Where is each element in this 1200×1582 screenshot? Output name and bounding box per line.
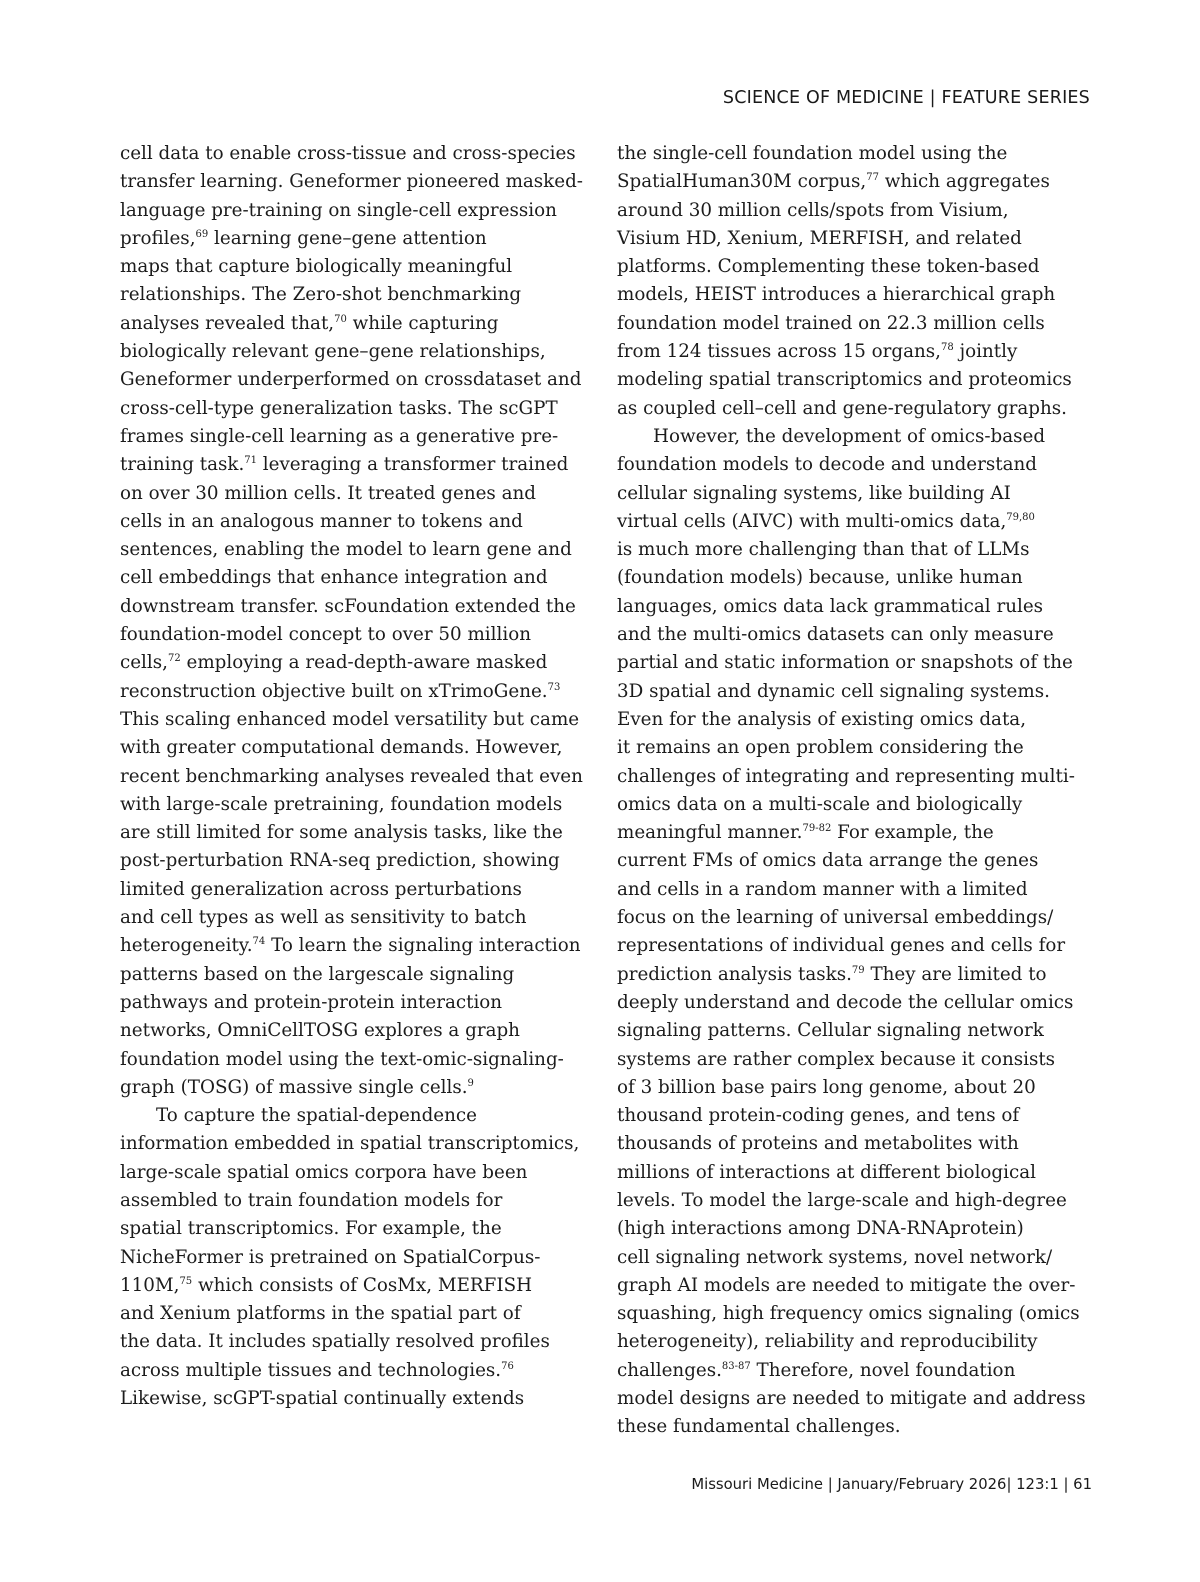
line-text: levels. To model the large-scale and high-degree [617, 1189, 1067, 1211]
line-text: thousands of proteins and metabolites with [617, 1133, 1019, 1155]
line-text: training task. [120, 454, 245, 476]
text-line [617, 961, 1067, 989]
text-line [617, 564, 1067, 592]
text-line [617, 734, 1067, 762]
line-text: sentences, enabling the model to learn gene and [120, 539, 572, 561]
text-line [617, 451, 1067, 479]
text-line [617, 168, 1067, 196]
text-line [617, 366, 1072, 394]
text-line [120, 564, 570, 592]
text-line [120, 1187, 570, 1215]
text-line [617, 1357, 1067, 1385]
line-text: limited generalization across perturbations [120, 878, 522, 900]
line-text: graph (TOSG) of massive single cells. [120, 1076, 468, 1098]
text-line [617, 1159, 1067, 1187]
citation-superscript: 72 [167, 653, 181, 665]
text-line [617, 678, 1067, 706]
text-line [120, 338, 570, 366]
text-line [617, 1187, 1067, 1215]
text-line [120, 451, 570, 479]
line-text: challenges. [617, 1359, 722, 1381]
line-text: systems are rather complex because it consists [617, 1048, 1056, 1070]
text-line [120, 480, 570, 508]
line-text: challenges of integrating and representing multi- [617, 765, 1075, 787]
text-line [120, 1017, 570, 1045]
text-line [617, 593, 1067, 621]
text-line [120, 1159, 570, 1187]
text-line [120, 366, 582, 394]
line-text: information embedded in spatial transcriptomics, [120, 1133, 580, 1155]
text-line [120, 961, 570, 989]
line-text: model designs are needed to mitigate and address [617, 1388, 1086, 1410]
citation-superscript: 74 [252, 936, 266, 948]
line-text: relationships. The Zero-shot benchmarking [120, 284, 522, 306]
line-text: thousand protein-coding genes, and tens of [617, 1105, 1020, 1127]
text-line [120, 678, 570, 706]
text-line [120, 1385, 570, 1413]
text-line [120, 197, 570, 225]
line-text: are still limited for some analysis tasks, like the [120, 822, 563, 844]
text-line [120, 1130, 580, 1158]
text-line [120, 1244, 570, 1272]
line-text: SpatialHuman30M corpus, [617, 171, 867, 193]
line-text: cellular signaling systems, like building AI [617, 482, 1011, 504]
line-text: modeling spatial transcriptomics and proteomics [617, 369, 1072, 391]
line-text: Visium HD, Xenium, MERFISH, and related [617, 227, 1022, 249]
text-line [617, 536, 1067, 564]
line-text: and cells in a random manner with a limited [617, 878, 1028, 900]
text-line [120, 819, 570, 847]
text-line [617, 1272, 1076, 1300]
left-column [120, 140, 583, 1413]
right-column [617, 140, 1086, 1442]
line-text: cell embeddings that enhance integration and [120, 567, 548, 589]
text-line [617, 876, 1067, 904]
line-text: profiles, [120, 227, 196, 249]
citation-superscript: 83-87 [721, 1360, 751, 1372]
text-line [617, 1046, 1067, 1074]
text-line [120, 1272, 570, 1300]
text-line [617, 310, 1067, 338]
line-text: maps that capture biologically meaningful [120, 256, 513, 278]
line-text: reconstruction objective built on xTrimoGene. [120, 680, 548, 702]
text-line [617, 1215, 1067, 1243]
text-line [120, 1074, 570, 1102]
line-text: omics data on a multi-scale and biologically [617, 793, 1023, 815]
line-text: 3D spatial and dynamic cell signaling systems. [617, 680, 1050, 702]
text-line [120, 932, 581, 960]
line-text: biologically relevant gene–gene relationships, [120, 341, 546, 363]
text-line [120, 1300, 570, 1328]
line-text-continued: learning gene–gene attention [208, 227, 487, 249]
line-text: Even for the analysis of existing omics data, [617, 708, 1027, 730]
line-text: large-scale spatial omics corpora have been [120, 1161, 528, 1183]
citation-superscript: 76 [501, 1360, 514, 1372]
citation-superscript: 77 [866, 172, 879, 184]
text-line [120, 763, 583, 791]
text-line [120, 508, 570, 536]
line-text: models, HEIST introduces a hierarchical graph [617, 284, 1056, 306]
line-text: across multiple tissues and technologies. [120, 1359, 502, 1381]
line-text: of 3 billion base pairs long genome, about 20 [617, 1076, 1036, 1098]
text-line [120, 536, 570, 564]
line-text: cells in an analogous manner to tokens and [120, 510, 523, 532]
text-line [617, 281, 1067, 309]
line-text-continued: jointly [953, 341, 1018, 363]
line-text: downstream transfer. scFoundation extended the [120, 595, 576, 617]
text-line [120, 423, 570, 451]
line-text: is much more challenging than that of LLMs [617, 539, 1030, 561]
text-line [120, 225, 570, 253]
line-text: foundation model trained on 22.3 million cells [617, 312, 1045, 334]
line-text: spatial transcriptomics. For example, the [120, 1218, 502, 1240]
line-text: virtual cells (AIVC) with multi-omics data, [617, 510, 1007, 532]
text-line [120, 734, 570, 762]
line-text: cell data to enable cross-tissue and cross-species [120, 143, 576, 164]
text-line [617, 791, 1067, 819]
text-line [617, 847, 1067, 875]
text-line [120, 593, 576, 621]
line-text: languages, omics data lack grammatical rules [617, 595, 1044, 617]
text-line [617, 621, 1067, 649]
text-line [120, 310, 570, 338]
line-text: recent benchmarking analyses revealed that even [120, 765, 583, 787]
citation-superscript: 70 [334, 313, 347, 325]
line-text: meaningful manner. [617, 822, 803, 844]
text-line [617, 1074, 1067, 1102]
line-text: it remains an open problem considering the [617, 737, 1024, 759]
line-text: focus on the learning of universal embeddings/ [617, 907, 1054, 929]
line-text-continued: They are limited to [864, 963, 1047, 985]
text-line [120, 847, 570, 875]
line-text-continued: which consists of CosMx, MERFISH [192, 1274, 533, 1296]
line-text: post-perturbation RNA-seq prediction, showing [120, 850, 560, 872]
line-text: NicheFormer is pretrained on SpatialCorpus- [120, 1246, 541, 1268]
text-line [617, 338, 1067, 366]
line-text: networks, OmniCellTOSG explores a graph [120, 1020, 520, 1042]
line-text-continued: which aggregates [878, 171, 1050, 193]
citation-superscript: 69 [195, 228, 209, 240]
line-text: platforms. Complementing these token-based [617, 256, 1040, 278]
line-text: and Xenium platforms in the spatial part of [120, 1303, 521, 1325]
text-line [120, 1102, 570, 1130]
text-line [120, 904, 570, 932]
line-text: current FMs of omics data arrange the genes [617, 850, 1039, 872]
text-line [120, 1357, 570, 1385]
line-text: To capture the spatial-dependence [156, 1105, 477, 1127]
text-line [120, 1215, 570, 1243]
line-text: millions of interactions at different biological [617, 1161, 1036, 1183]
line-text: foundation model using the text-omic-signaling- [120, 1048, 564, 1070]
line-text: prediction analysis tasks. [617, 963, 852, 985]
text-line [617, 1413, 1067, 1441]
text-line [617, 508, 1067, 536]
citation-superscript: 75 [179, 1275, 193, 1287]
line-text: Likewise, scGPT-spatial continually extends [120, 1388, 525, 1410]
line-text: and cell types as well as sensitivity to batch [120, 907, 527, 929]
text-line [617, 1102, 1067, 1130]
text-line [617, 706, 1067, 734]
text-line [617, 989, 1074, 1017]
line-text: This scaling enhanced model versatility but came [120, 708, 580, 730]
line-text: squashing, high frequency omics signaling (omics [617, 1303, 1080, 1325]
text-line [617, 1385, 1086, 1413]
text-line [120, 876, 570, 904]
line-text-continued: leveraging a transformer trained [257, 454, 569, 476]
page-footer: Missouri Medicine | January/February 2026| 123:1 | 61 [691, 1476, 1092, 1493]
line-text: the data. It includes spatially resolved profiles [120, 1331, 550, 1353]
line-text: foundation models to decode and understand [617, 454, 1037, 476]
text-line [617, 1328, 1067, 1356]
line-text: and the multi-omics datasets can only measure [617, 624, 1054, 646]
line-text: graph AI models are needed to mitigate the over- [617, 1274, 1076, 1296]
line-text: pathways and protein-protein interaction [120, 991, 503, 1013]
line-text: assembled to train foundation models for [120, 1189, 503, 1211]
line-text: deeply understand and decode the cellular omics [617, 991, 1074, 1013]
line-text-continued: while capturing [346, 312, 499, 334]
citation-superscript: 78 [940, 342, 954, 354]
text-line [617, 819, 1067, 847]
line-text: from 124 tissues across 15 organs, [617, 341, 941, 363]
line-text: representations of individual genes and cells for [617, 935, 1066, 957]
text-line [120, 140, 576, 168]
line-text-continued: For example, the [831, 822, 994, 844]
citation-superscript: 79,80 [1006, 511, 1035, 523]
running-header: SCIENCE OF MEDICINE | FEATURE SERIES [722, 88, 1090, 108]
text-line [617, 763, 1075, 791]
line-text: transfer learning. Geneformer pioneered masked- [120, 171, 583, 193]
line-text: Geneformer underperformed on crossdataset and [120, 369, 582, 391]
text-line [120, 791, 570, 819]
text-line [120, 706, 580, 734]
text-line [617, 225, 1067, 253]
text-line [617, 649, 1073, 677]
citation-superscript: 73 [547, 681, 561, 693]
line-text: partial and static information or snapshots of the [617, 652, 1073, 674]
line-text: However, the development of omics-based [653, 425, 1046, 447]
line-text: heterogeneity), reliability and reproducibility [617, 1331, 1038, 1353]
text-line [617, 904, 1067, 932]
text-line [120, 1328, 570, 1356]
line-text: on over 30 million cells. It treated genes and [120, 482, 536, 504]
text-line [120, 1046, 570, 1074]
line-text: foundation-model concept to over 50 million [120, 624, 531, 646]
line-text: language pre-training on single-cell expression [120, 199, 557, 221]
text-line [617, 932, 1067, 960]
text-line [120, 281, 570, 309]
text-line [617, 480, 1067, 508]
line-text: (high interactions among DNA-RNAprotein) [617, 1218, 1024, 1240]
line-text: cells, [120, 652, 168, 674]
text-line [120, 989, 570, 1017]
line-text: with large-scale pretraining, foundation models [120, 793, 563, 815]
text-line [617, 1244, 1067, 1272]
line-text-continued: employing a read-depth-aware masked [180, 652, 548, 674]
text-line [617, 1017, 1067, 1045]
line-text: heterogeneity. [120, 935, 253, 957]
text-line [617, 140, 1067, 168]
text-line [120, 649, 570, 677]
line-text: cell signaling network systems, novel network/ [617, 1246, 1053, 1268]
text-line [617, 197, 1067, 225]
text-line [617, 1130, 1067, 1158]
line-text: with greater computational demands. However, [120, 737, 563, 759]
text-line [617, 423, 1067, 451]
line-text: 110M, [120, 1274, 180, 1296]
text-line [120, 621, 570, 649]
citation-superscript: 79 [851, 964, 865, 976]
text-line [120, 395, 570, 423]
citation-superscript: 79-82 [802, 823, 832, 835]
line-text-continued: Therefore, novel foundation [750, 1359, 1016, 1381]
citation-superscript: 71 [244, 455, 257, 467]
text-line [617, 395, 1067, 423]
line-text: patterns based on the largescale signaling [120, 963, 515, 985]
line-text: these fundamental challenges. [617, 1416, 901, 1438]
text-line [120, 253, 570, 281]
text-line [617, 1300, 1080, 1328]
citation-superscript: 9 [467, 1077, 474, 1089]
line-text: around 30 million cells/spots from Visium, [617, 199, 1009, 221]
text-line [617, 253, 1067, 281]
line-text: as coupled cell–cell and gene-regulatory graphs. [617, 397, 1067, 419]
line-text: (foundation models) because, unlike human [617, 567, 1023, 589]
line-text-continued: To learn the signaling interaction [265, 935, 581, 957]
line-text: the single-cell foundation model using the [617, 143, 1008, 164]
line-text: signaling patterns. Cellular signaling network [617, 1020, 1044, 1042]
line-text: cross-cell-type generalization tasks. The scGPT [120, 397, 558, 419]
line-text: analyses revealed that, [120, 312, 335, 334]
line-text: frames single-cell learning as a generative pre- [120, 425, 559, 447]
text-line [120, 168, 583, 196]
